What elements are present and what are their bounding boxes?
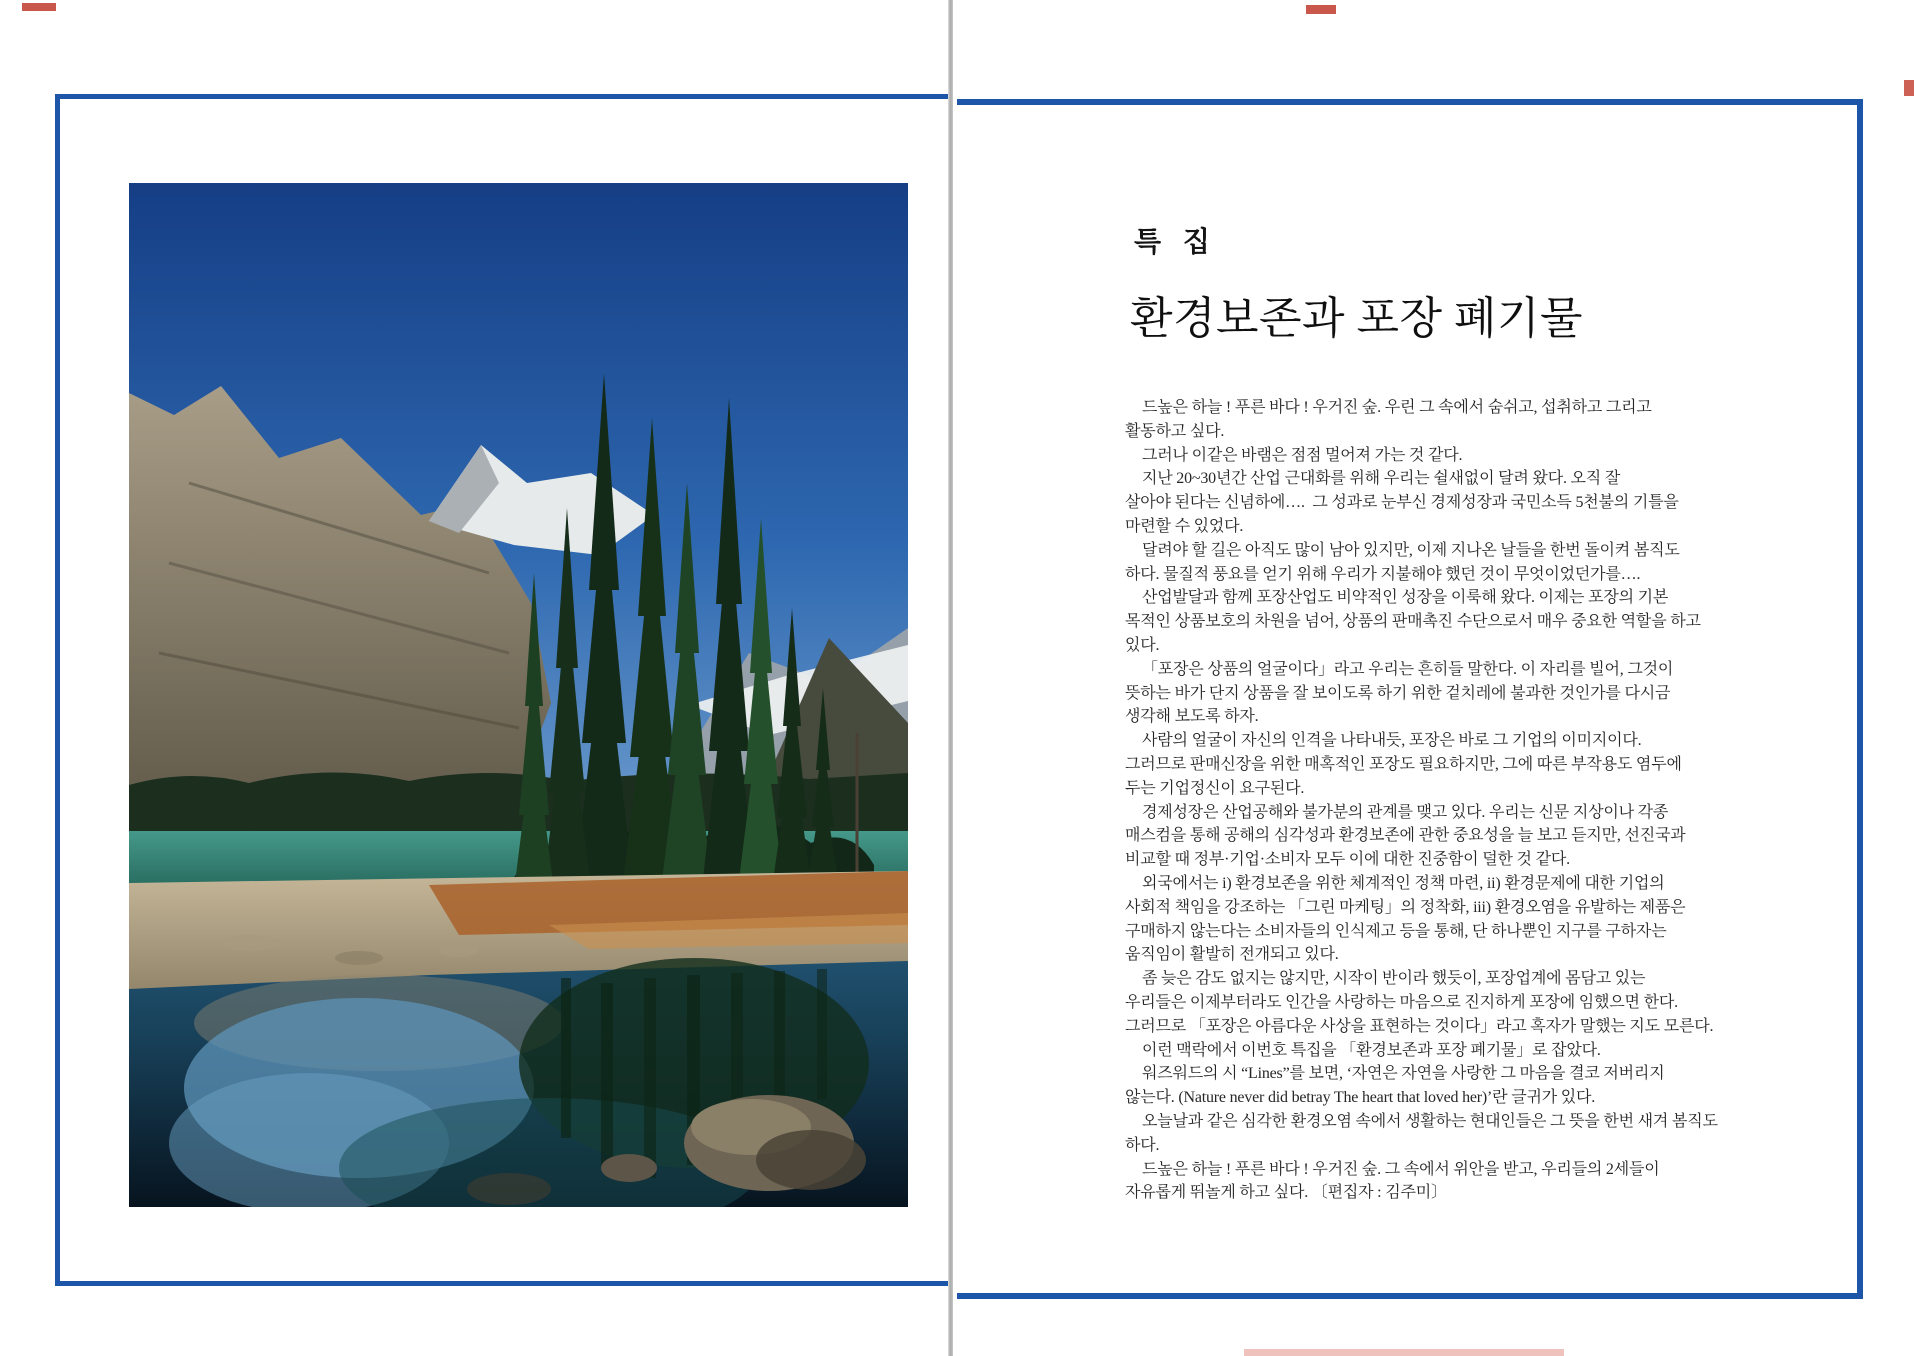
body-line: 그러나 이같은 바램은 점점 멀어져 가는 것 같다. (1142, 446, 1463, 464)
body-line: 사람의 얼굴이 자신의 인격을 나타내듯, 포장은 바로 그 기업의 이미지이다. (1142, 732, 1642, 750)
lake-photo-art (129, 183, 908, 1207)
body-line: 살아야 된다는 신념하에…. 그 성과로 눈부신 경제성장과 국민소득 5천불의 기틀을 (1125, 494, 1679, 512)
right-frame-right (1857, 99, 1863, 1299)
body-line: 사회적 책임을 강조하는 「그린 마케팅」의 정착화, iii) 환경오염을 유발하는 제품은 (1125, 898, 1686, 916)
right-frame-bottom (957, 1293, 1863, 1299)
lake-photo (129, 183, 908, 1207)
registration-mark-top-left (22, 3, 56, 11)
registration-mark-top-center (1306, 5, 1336, 14)
body-line: 이런 맥락에서 이번호 특집을 「환경보존과 포장 폐기물」로 잡았다. (1142, 1041, 1601, 1059)
body-line: 비교할 때 정부·기업·소비자 모두 이에 대한 진중함이 덜한 것 같다. (1125, 851, 1570, 869)
left-frame-top (55, 94, 952, 99)
body-line: 경제성장은 산업공해와 불가분의 관계를 맺고 있다. 우리는 신문 지상이나 각종 (1142, 803, 1669, 821)
body-line: 구매하지 않는다는 소비자들의 인식제고 등을 통해, 단 하나뿐인 지구를 구하자는 (1125, 922, 1667, 940)
body-line: 「포장은 상품의 얼굴이다」라고 우리는 흔히들 말한다. 이 자리를 빌어, 그것이 (1142, 660, 1674, 678)
body-line: 목적인 상품보호의 차원을 넘어, 상품의 판매촉진 수단으로서 매우 중요한 역할을 하고 (1125, 613, 1701, 631)
body-line: 활동하고 싶다. (1125, 422, 1225, 440)
body-line: 움직임이 활발히 전개되고 있다. (1125, 946, 1339, 964)
article-title: 환경보존과 포장 폐기물 (1130, 294, 1584, 343)
body-line: 마련할 수 있었다. (1125, 517, 1244, 535)
left-frame-left (55, 94, 60, 1286)
body-line: 드높은 하늘 ! 푸른 바다 ! 우거진 숲. 우린 그 속에서 숨쉬고, 섭취하고 그리고 (1142, 399, 1652, 416)
body-line: 그러므로 판매신장을 위한 매혹적인 포장도 필요하지만, 그에 따른 부작용도 염두에 (1125, 755, 1682, 773)
body-line: 워즈워드의 시 “Lines”를 보면, ‘자연은 자연을 사랑한 그 마음을 결코 저버리지 (1142, 1065, 1665, 1083)
body-line: 자유롭게 뛰놀게 하고 싶다. 〔편집자 : 김주미〕 (1125, 1184, 1447, 1202)
body-line: 그러므로 「포장은 아름다운 사상을 표현하는 것이다」라고 혹자가 말했는 지도 모른다. (1125, 1017, 1714, 1035)
body-line: 두는 기업정신이 요구된다. (1125, 779, 1305, 797)
body-line: 매스컴을 통해 공해의 심각성과 환경보존에 관한 중요성을 늘 보고 듣지만, 선진국과 (1125, 827, 1686, 845)
body-line: 드높은 하늘 ! 푸른 바다 ! 우거진 숲. 그 속에서 위안을 받고, 우리들의 2세들이 (1142, 1160, 1660, 1178)
registration-mark-bottom (1244, 1349, 1564, 1356)
body-line: 않는다. (Nature never did betray The heart that loved her)’란 글귀가 있다. (1125, 1089, 1596, 1107)
body-line: 있다. (1125, 636, 1160, 654)
body-line: 뜻하는 바가 단지 상품을 잘 보이도록 하기 위한 겉치레에 불과한 것인가를 다시금 (1125, 684, 1671, 702)
article-body (1125, 396, 1775, 1205)
body-line: 지난 20~30년간 산업 근대화를 위해 우리는 쉴새없이 달려 왔다. 오직 잘 (1142, 470, 1621, 488)
body-line: 오늘날과 같은 심각한 환경오염 속에서 생활하는 현대인들은 그 뜻을 한번 새겨 봄직도 (1142, 1112, 1718, 1130)
right-frame-top (957, 99, 1863, 105)
feature-kicker: 특 집 (1134, 226, 1211, 257)
body-line: 하다. 물질적 풍요를 얻기 위해 우리가 지불해야 했던 것이 무엇이었던가를…. (1125, 565, 1641, 583)
body-line: 달려야 할 길은 아직도 많이 남아 있지만, 이제 지나온 날들을 한번 돌이켜 봄직도 (1142, 541, 1680, 559)
registration-mark-right-edge (1904, 80, 1914, 96)
body-line: 좀 늦은 감도 없지는 않지만, 시작이 반이라 했듯이, 포장업계에 몸담고 있는 (1142, 970, 1646, 988)
left-frame-bottom (55, 1281, 952, 1286)
body-line: 외국에서는 i) 환경보존을 위한 체계적인 정책 마련, ii) 환경문제에 대한 기업의 (1142, 874, 1665, 892)
body-line: 우리들은 이제부터라도 인간을 사랑하는 마음으로 진지하게 포장에 임했으면 한다. (1125, 993, 1678, 1011)
body-line: 생각해 보도록 하자. (1125, 708, 1259, 726)
body-line: 산업발달과 함께 포장산업도 비약적인 성장을 이룩해 왔다. 이제는 포장의 기본 (1142, 589, 1669, 607)
page-fold (948, 0, 953, 1356)
body-line: 하다. (1125, 1136, 1160, 1154)
